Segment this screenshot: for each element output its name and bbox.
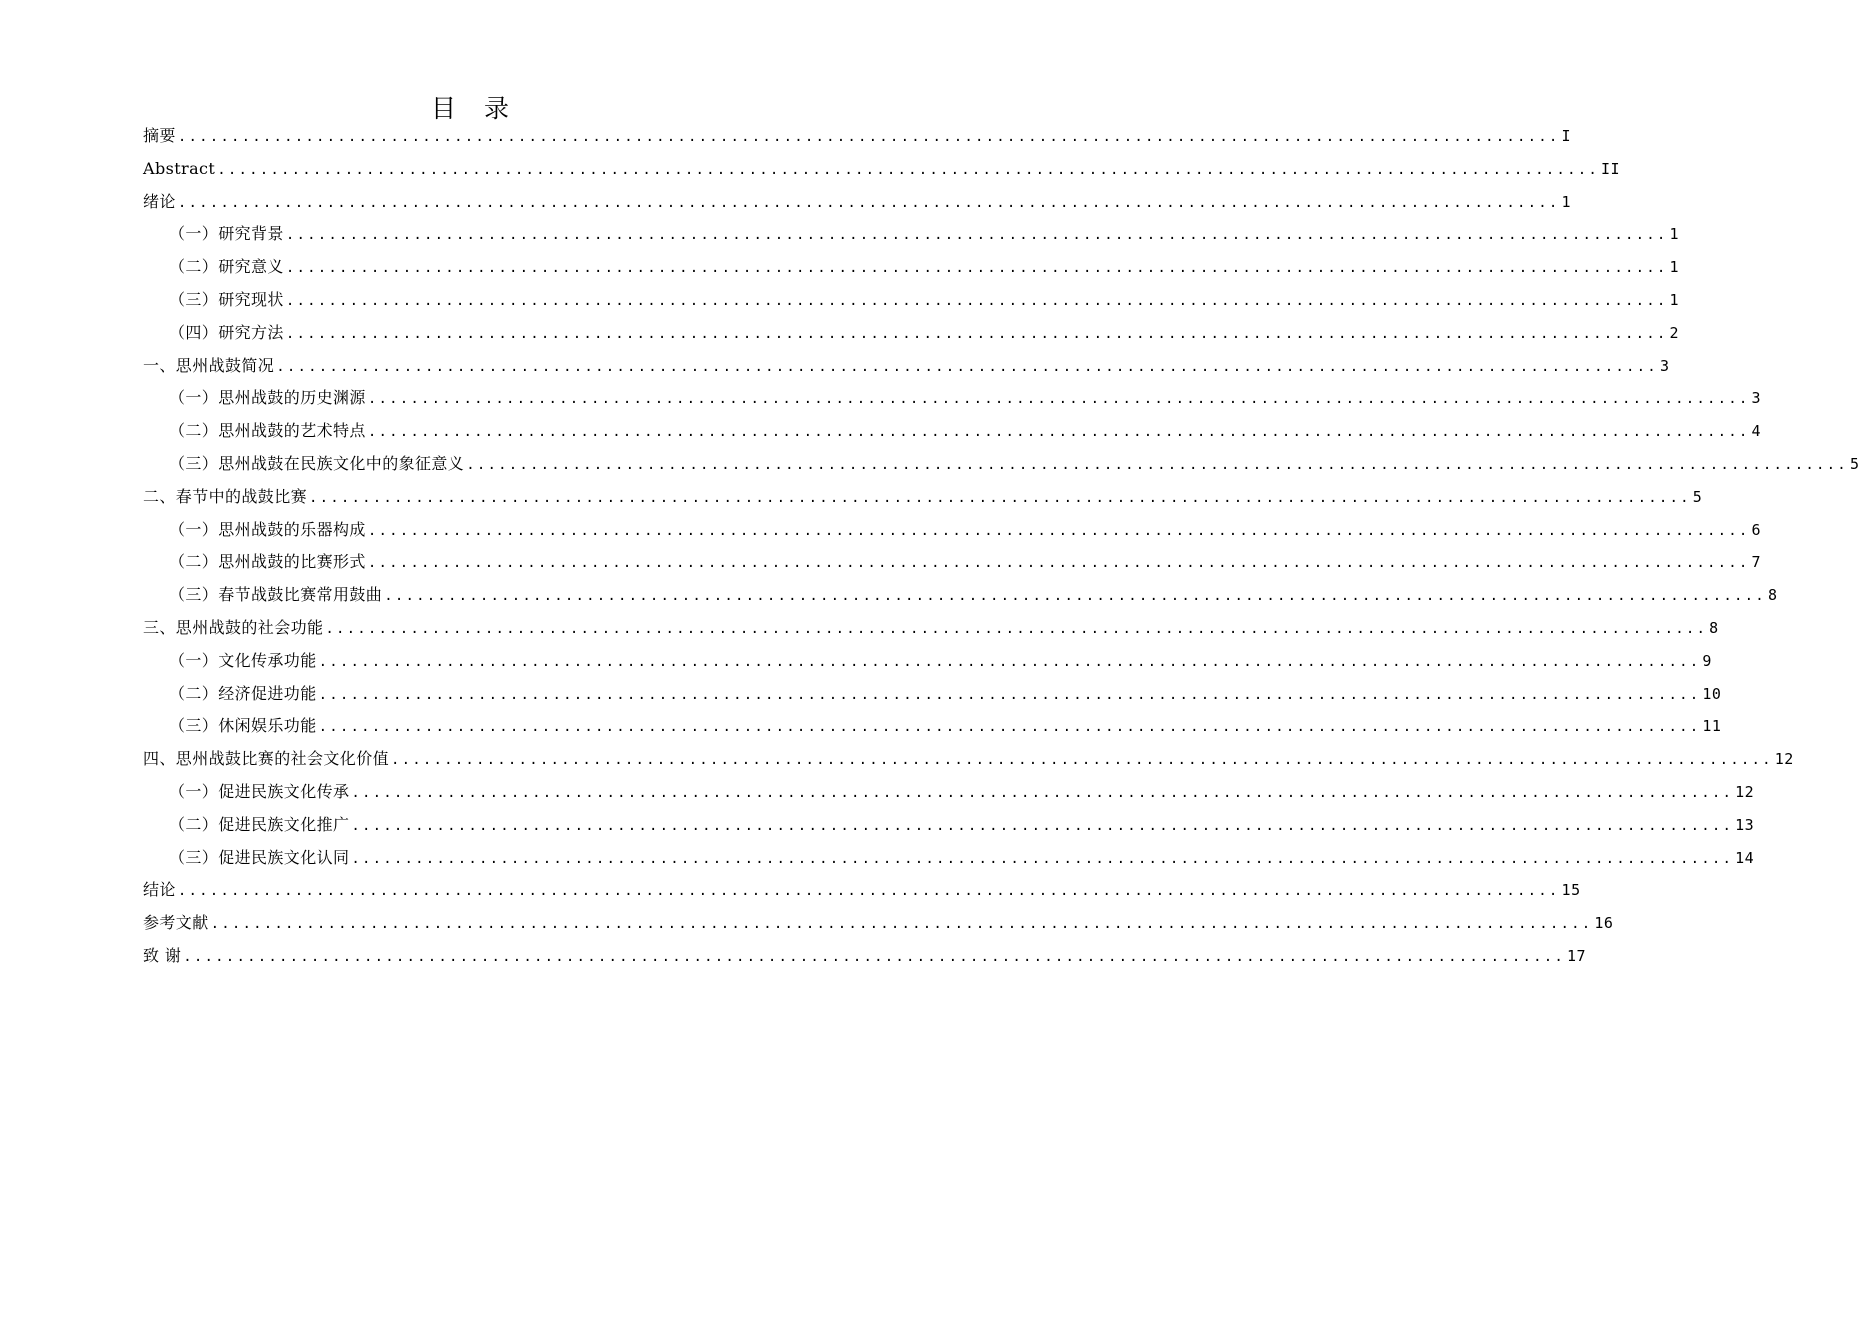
toc-entry-section[interactable]: [143, 645, 1712, 678]
toc-entry-label: （三）春节战鼓比赛常用鼓曲: [169, 585, 383, 605]
toc-dot-leader: ..................................................................................................................................: [285, 292, 1668, 309]
toc-entry-section[interactable]: [143, 809, 1755, 842]
toc-entry-page-number: 5: [1849, 454, 1859, 473]
toc-entry-page-number: 2: [1669, 323, 1680, 342]
toc-entry-label: （一）文化传承功能: [169, 650, 317, 670]
toc-entry-label: 摘要: [143, 126, 176, 145]
toc-entry-page-number: 9: [1702, 651, 1712, 670]
toc-entry-section[interactable]: [143, 317, 1680, 350]
toc-dot-leader: ..................................................................................................................................: [210, 916, 1593, 933]
toc-entry-label: 四、思州战鼓比赛的社会文化价值: [143, 749, 390, 769]
toc-entry-label: （一）思州战鼓的历史渊源: [169, 388, 366, 408]
toc-entry-chapter[interactable]: [143, 153, 1621, 186]
toc-entry-chapter[interactable]: [143, 874, 1581, 907]
toc-entry-page-number: 8: [1767, 586, 1778, 605]
toc-entry-page-number: 6: [1751, 520, 1762, 539]
toc-entry-section[interactable]: [143, 710, 1722, 743]
toc-entry-page-number: I: [1561, 127, 1572, 145]
toc-dot-leader: ..................................................................................................................................: [351, 784, 1734, 801]
toc-entry-page-number: 14: [1735, 848, 1755, 867]
toc-entry-page-number: 1: [1561, 192, 1572, 211]
toc-entry-chapter[interactable]: [143, 612, 1719, 645]
toc-entry-label: 参考文献: [143, 913, 209, 933]
toc-entry-page-number: 10: [1702, 684, 1722, 703]
toc-entry-chapter[interactable]: [143, 186, 1572, 219]
toc-dot-leader: ..................................................................................................................................: [177, 883, 1560, 900]
toc-entry-section[interactable]: [143, 514, 1762, 547]
toc-entry-label: （一）促进民族文化传承: [169, 781, 350, 801]
toc-entry-label: （二）思州战鼓的艺术特点: [169, 421, 366, 441]
toc-entry-section[interactable]: [143, 448, 1859, 481]
toc-dot-leader: ..................................................................................................................................: [466, 456, 1848, 473]
toc-entry-chapter[interactable]: [143, 743, 1794, 776]
toc-dot-leader: ..................................................................................................................................: [285, 325, 1668, 342]
toc-dot-leader: ..................................................................................................................................: [384, 588, 1766, 605]
toc-entry-page-number: 1: [1669, 225, 1680, 244]
toc-entry-page-number: 12: [1735, 782, 1755, 801]
toc-dot-leader: ..................................................................................................................................: [285, 260, 1668, 277]
toc-entry-page-number: 12: [1774, 750, 1794, 769]
toc-entry-page-number: 17: [1567, 946, 1587, 965]
toc-entry-section[interactable]: [143, 284, 1680, 317]
toc-entry-label: （二）促进民族文化推广: [169, 814, 350, 834]
toc-dot-leader: ..................................................................................................................................: [351, 850, 1734, 867]
toc-entry-label: （四）研究方法: [169, 322, 284, 342]
toc-entry-section[interactable]: [143, 579, 1778, 612]
toc-entry-section[interactable]: [143, 382, 1762, 415]
toc-entry-page-number: 15: [1561, 881, 1581, 900]
toc-entry-page-number: 3: [1751, 389, 1762, 408]
toc-entry-page-number: 11: [1702, 717, 1722, 736]
toc-entry-page-number: 7: [1751, 553, 1762, 572]
toc-entry-label: 三、思州战鼓的社会功能: [143, 617, 324, 637]
toc-list: [143, 120, 1859, 973]
toc-entry-page-number: 8: [1709, 618, 1719, 637]
toc-dot-leader: ..................................................................................................................................: [318, 653, 1701, 670]
toc-dot-leader: ..................................................................................................................................: [217, 161, 1599, 178]
toc-entry-label: 绪论: [143, 191, 176, 211]
toc-entry-chapter[interactable]: [143, 350, 1670, 383]
toc-entry-section[interactable]: [143, 415, 1762, 448]
toc-entry-page-number: II: [1600, 159, 1621, 178]
toc-dot-leader: ..................................................................................................................................: [367, 391, 1750, 408]
toc-entry-page-number: 1: [1669, 258, 1680, 277]
toc-entry-label: （二）思州战鼓的比赛形式: [169, 552, 366, 572]
toc-entry-page-number: 1: [1669, 290, 1680, 309]
toc-entry-chapter[interactable]: [143, 940, 1587, 973]
toc-dot-leader: ..................................................................................................................................: [177, 194, 1560, 211]
toc-entry-label: （三）思州战鼓在民族文化中的象征意义: [169, 453, 465, 473]
toc-title: 目 录: [431, 94, 519, 123]
toc-entry-page-number: 4: [1751, 422, 1762, 441]
toc-dot-leader: ..................................................................................................................................: [177, 129, 1560, 145]
toc-entry-section[interactable]: [143, 546, 1762, 579]
toc-entry-label: （二）经济促进功能: [169, 683, 317, 703]
toc-dot-leader: ..................................................................................................................................: [367, 424, 1750, 441]
toc-entry-label: Abstract: [143, 158, 216, 178]
toc-entry-label: （二）研究意义: [169, 257, 284, 277]
toc-entry-page-number: 13: [1735, 815, 1755, 834]
toc-dot-leader: ..................................................................................................................................: [285, 227, 1668, 244]
toc-dot-leader: ..................................................................................................................................: [325, 620, 1708, 637]
toc-entry-label: 一、思州战鼓简况: [143, 355, 275, 375]
toc-dot-leader: ..................................................................................................................................: [183, 948, 1566, 965]
toc-dot-leader: ..................................................................................................................................: [276, 358, 1658, 375]
toc-entry-page-number: 3: [1659, 356, 1670, 375]
toc-dot-leader: ..................................................................................................................................: [367, 522, 1750, 539]
toc-entry-label: （三）研究现状: [169, 289, 284, 309]
toc-entry-section[interactable]: [143, 251, 1680, 284]
toc-entry-section[interactable]: [143, 678, 1722, 711]
toc-entry-chapter[interactable]: [143, 120, 1572, 153]
toc-dot-leader: ..................................................................................................................................: [318, 719, 1701, 736]
toc-entry-label: （一）思州战鼓的乐器构成: [169, 519, 366, 539]
toc-entry-section[interactable]: [143, 218, 1680, 251]
toc-dot-leader: ..................................................................................................................................: [351, 817, 1734, 834]
toc-entry-chapter[interactable]: [143, 907, 1614, 940]
toc-entry-label: （三）促进民族文化认同: [169, 847, 350, 867]
toc-entry-section[interactable]: [143, 776, 1755, 809]
toc-entry-label: （一）研究背景: [169, 224, 284, 244]
toc-dot-leader: ..................................................................................................................................: [318, 686, 1701, 703]
toc-entry-label: 二、春节中的战鼓比赛: [143, 486, 308, 506]
toc-entry-label: （三）休闲娱乐功能: [169, 716, 317, 736]
toc-dot-leader: ..................................................................................................................................: [391, 752, 1773, 769]
toc-entry-chapter[interactable]: [143, 481, 1703, 514]
toc-entry-label: 致 谢: [143, 945, 182, 965]
toc-dot-leader: ..................................................................................................................................: [367, 555, 1750, 572]
toc-dot-leader: ..................................................................................................................................: [309, 489, 1691, 506]
toc-entry-page-number: 5: [1692, 487, 1703, 506]
toc-entry-page-number: 16: [1594, 914, 1614, 933]
toc-entry-label: 结论: [143, 880, 176, 900]
toc-entry-section[interactable]: [143, 842, 1755, 875]
